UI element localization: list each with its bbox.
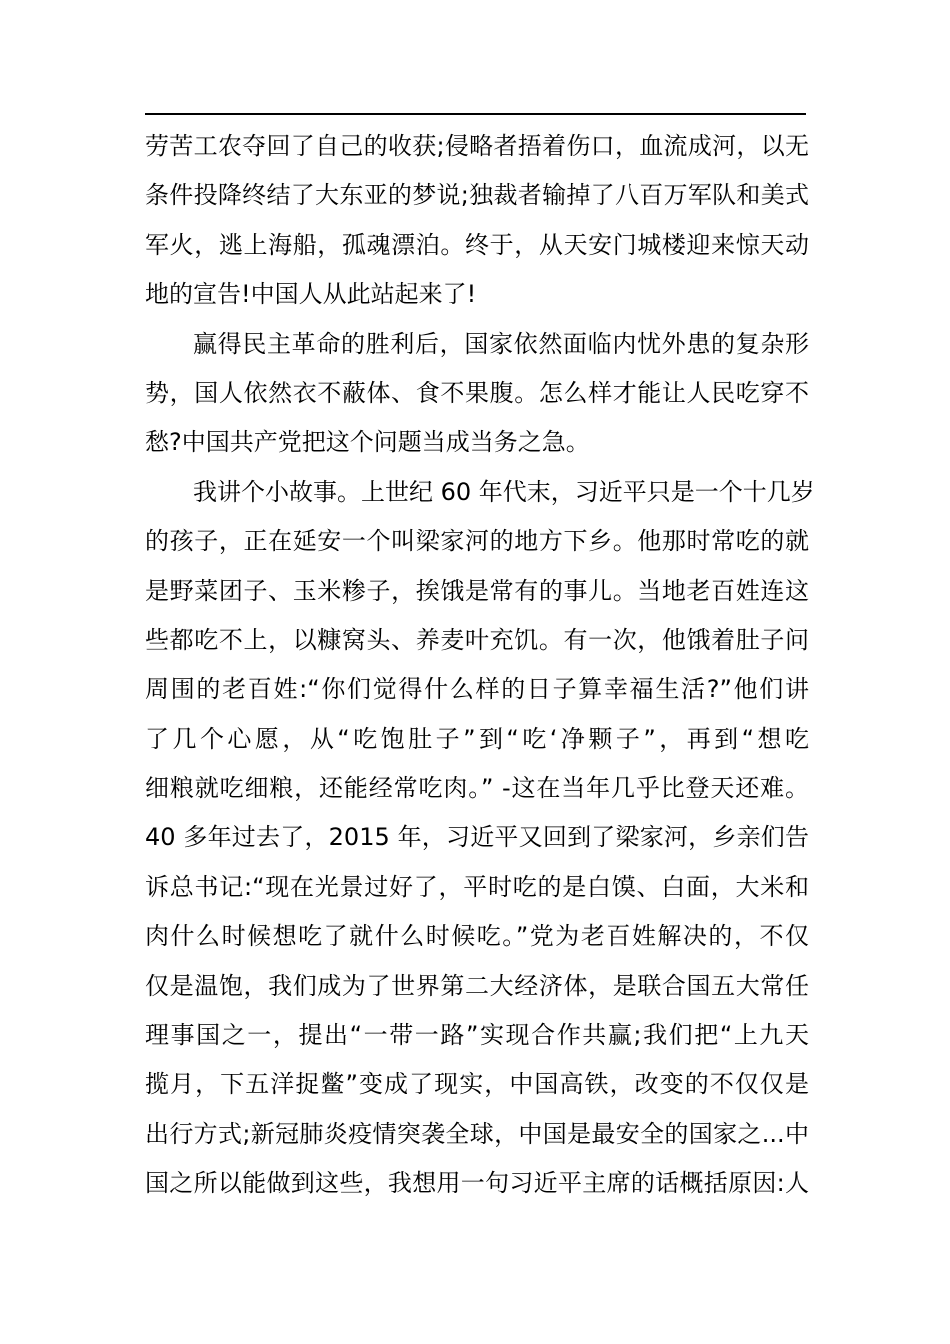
text-line: 势，国人依然衣不蔽体、食不果腹。怎么样才能让人民吃穿不 (145, 378, 809, 407)
text-line: 的孩子，正在延安一个叫梁家河的地方下乡。他那时常吃的就 (145, 527, 809, 556)
text-line: 是野菜团子、玉米糁子，挨饿是常有的事儿。当地老百姓连这 (145, 576, 809, 605)
text-line: 条件投降终结了大东亚的梦说;独裁者输掉了八百万军队和美式 (145, 181, 809, 210)
text-line: 些都吃不上，以糠窝头、养麦叶充饥。有一次，他饿着肚子问 (145, 625, 809, 654)
text-line: 赢得民主革命的胜利后，国家依然面临内忧外患的复杂形 (193, 329, 809, 358)
text-line: 理事国之一，提出“一带一路”实现合作共赢;我们把“上九天 (145, 1021, 809, 1050)
text-line: 肉什么时候想吃了就什么时候吃。”党为老百姓解决的，不仅 (145, 922, 809, 951)
text-line: 细粮就吃细粮，还能经常吃肉。” -这在当年几乎比登天还难。 (145, 774, 809, 803)
text-line: 愁?中国共产党把这个问题当成当务之急。 (145, 428, 590, 457)
text-line: 仅是温饱，我们成为了世界第二大经济体，是联合国五大常任 (145, 971, 809, 1000)
text-line: 诉总书记:“现在光景过好了，平时吃的是白馍、白面，大米和 (145, 872, 809, 901)
text-line: 地的宣告!中国人从此站起来了! (145, 280, 477, 309)
text-line: 揽月，下五洋捉鳖”变成了现实，中国高铁，改变的不仅仅是 (145, 1070, 809, 1099)
text-line: 我讲个小故事。上世纪 60 年代末，习近平只是一个十几岁 (193, 477, 815, 506)
text-line: 劳苦工农夺回了自己的收获;侵略者捂着伤口，血流成河，以无 (145, 132, 809, 160)
document-body (145, 122, 815, 1209)
header-rule (145, 113, 806, 115)
text-line: 出行方式;新冠肺炎疫情突袭全球，中国是最安全的国家之...中 (145, 1119, 809, 1148)
text-line: 国之所以能做到这些，我想用一句习近平主席的话概括原因:人 (145, 1169, 809, 1198)
text-line: 军火，逃上海船，孤魂漂泊。终于，从天安门城楼迎来惊天动 (145, 230, 809, 259)
text-line: 了几个心愿，从“吃饱肚子”到“吃‘净颗子”，再到“想吃 (145, 724, 809, 753)
text-line: 周围的老百姓:“你们觉得什么样的日子算幸福生活?”他们讲 (145, 675, 809, 704)
text-line: 40 多年过去了，2015 年，习近平又回到了梁家河，乡亲们告 (145, 823, 809, 852)
